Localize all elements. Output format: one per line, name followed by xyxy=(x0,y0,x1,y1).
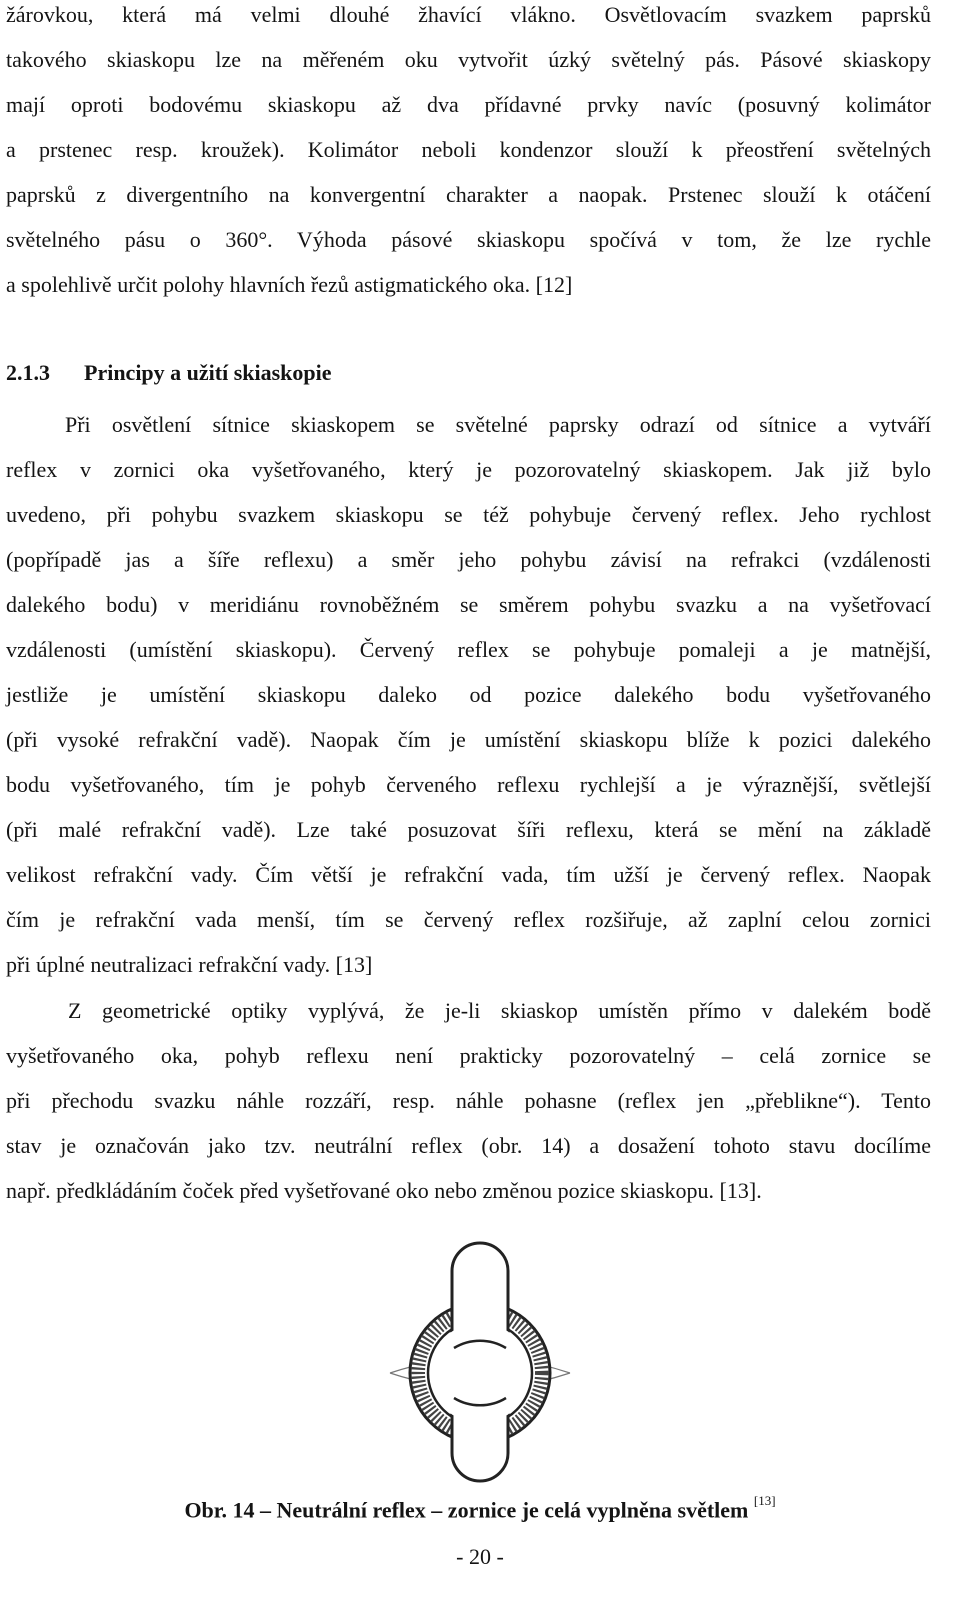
figure-caption xyxy=(0,1490,960,1525)
text-line: bodu vyšetřovaného, tím je pohyb červeného reflexu rychlejší a je výraznější, světlejší xyxy=(6,772,931,797)
page-number: - 20 - xyxy=(456,1544,504,1569)
text-line: Z geometrické optiky vyplývá, že je-li skiaskop umístěn přímo v dalekém bodě xyxy=(68,998,931,1023)
neutral-reflex-figure xyxy=(380,1238,580,1488)
section-heading xyxy=(6,358,332,388)
text-line: velikost refrakční vady. Čím větší je refrakční vada, tím užší je červený reflex. Naopak xyxy=(6,862,931,887)
text-line: při přechodu svazku náhle rozzáří, resp. náhle pohasne (reflex jen „přeblikne“). Tento xyxy=(6,1088,931,1113)
illuminated-pupil xyxy=(430,1323,530,1423)
text-line: dalekého bodu) v meridiánu rovnoběžném se směrem pohybu svazku a na vyšetřovací xyxy=(6,592,931,617)
caption-reference: [13] xyxy=(753,1493,776,1508)
text-line: vzdálenosti (umístění skiaskopu). Červený reflex se pohybuje pomaleji a je matnější, xyxy=(6,637,931,662)
text-line: (popřípadě jas a šíře reflexu) a směr jeho pohybu závisí na refrakci (vzdálenosti xyxy=(6,547,931,572)
text-line: při úplné neutralizaci refrakční vady. [13] xyxy=(6,952,373,977)
text-line: a spolehlivě určit polohy hlavních řezů astigmatického oka. [12] xyxy=(6,272,573,297)
text-line: uvedeno, při pohybu svazkem skiaskopu se též pohybuje červený reflex. Jeho rychlost xyxy=(6,502,931,527)
text-line: čím je refrakční vada menší, tím se červený reflex rozšiřuje, až zaplní celou zornici xyxy=(6,907,931,932)
section-number: 2.1.3 xyxy=(6,360,50,385)
text-line: žárovkou, která má velmi dlouhé žhavící vlákno. Osvětlovacím svazkem paprsků xyxy=(6,2,931,27)
text-line: mají oproti bodovému skiaskopu až dva přídavné prvky navíc (posuvný kolimátor xyxy=(6,92,931,117)
text-line: (při malé refrakční vadě). Lze také posuzovat šíři reflexu, která se mění na základě xyxy=(6,817,931,842)
text-line: např. předkládáním čoček před vyšetřované oko nebo změnou pozice skiaskopu. [13]. xyxy=(6,1178,762,1203)
text-line: jestliže je umístění skiaskopu daleko od pozice dalekého bodu vyšetřovaného xyxy=(6,682,931,707)
text-line: Při osvětlení sítnice skiaskopem se světelné paprsky odrazí od sítnice a vytváří xyxy=(65,412,931,437)
text-line: vyšetřovaného oka, pohyb reflexu není prakticky pozorovatelný – celá zornice se xyxy=(6,1043,931,1068)
text-line: světelného pásu o 360°. Výhoda pásové skiaskopu spočívá v tom, že lze rychle xyxy=(6,227,931,252)
text-line: a prstenec resp. kroužek). Kolimátor neboli kondenzor slouží k přeostření světelných xyxy=(6,137,931,162)
caption-text: Obr. 14 – Neutrální reflex – zornice je celá vyplněna světlem xyxy=(184,1497,749,1523)
text-line: stav je označován jako tzv. neutrální reflex (obr. 14) a dosažení tohoto stavu docílíme xyxy=(6,1133,931,1158)
text-line: reflex v zornici oka vyšetřovaného, který je pozorovatelný skiaskopem. Jak již bylo xyxy=(6,457,931,482)
text-line: takového skiaskopu lze na měřeném oku vytvořit úzký světelný pás. Pásové skiaskopy xyxy=(6,47,931,72)
text-line: (při vysoké refrakční vadě). Naopak čím je umístění skiaskopu blíže k pozici dalekého xyxy=(6,727,931,752)
section-title: Principy a užití skiaskopie xyxy=(84,360,332,385)
text-line: paprsků z divergentního na konvergentní charakter a naopak. Prstenec slouží k otáčení xyxy=(6,182,931,207)
